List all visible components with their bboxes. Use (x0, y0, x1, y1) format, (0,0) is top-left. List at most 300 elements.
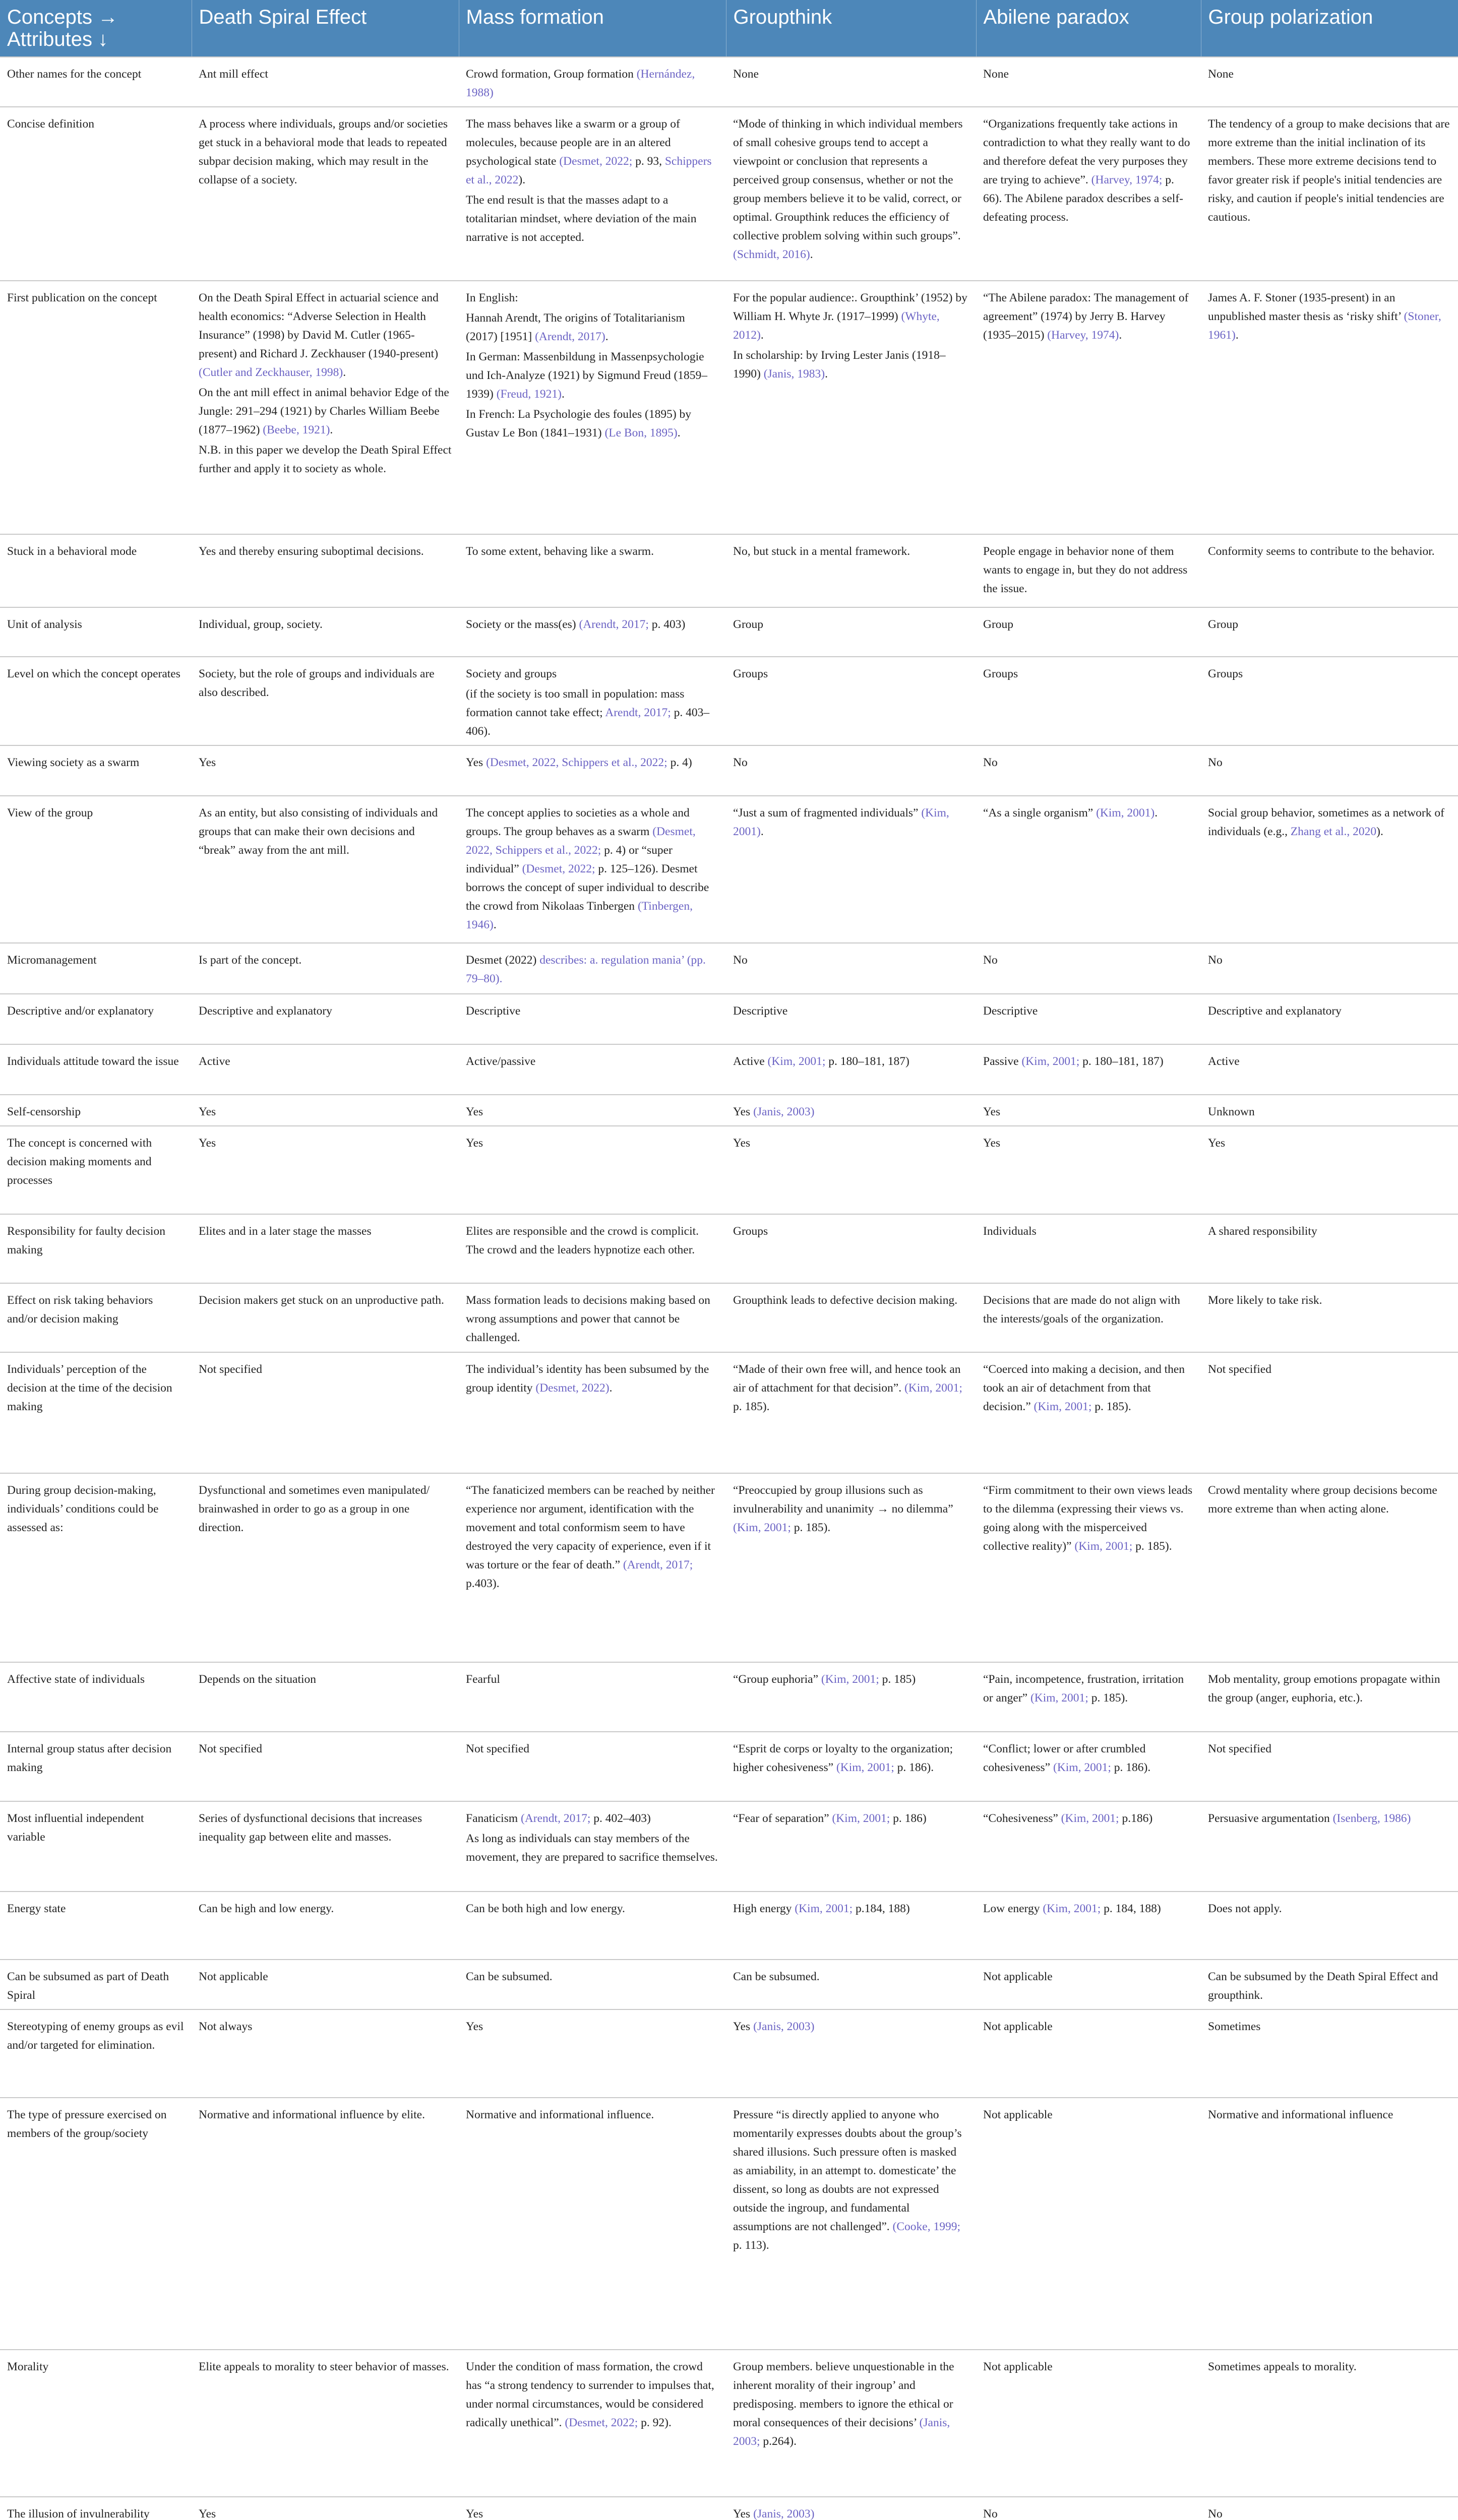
cell-text: p. 403) (648, 618, 686, 631)
cell-groupthink (726, 1283, 976, 1352)
table-row (0, 281, 1458, 534)
cell-attribute (0, 1352, 192, 1473)
table-row (0, 2009, 1458, 2098)
cell-text: None (983, 68, 1009, 81)
cell-text: Persuasive argumentation (1208, 1812, 1333, 1825)
cell-text: Active (1208, 1055, 1240, 1068)
cell-text: No (983, 2507, 998, 2520)
cell-death-spiral (192, 1892, 459, 1960)
cell-text: Level on which the concept operates (7, 667, 180, 680)
cell-death-spiral (192, 57, 459, 107)
header-death-spiral: Death Spiral Effect (192, 0, 459, 57)
cell-text: Stuck in a behavioral mode (7, 545, 137, 558)
cell-text: Series of dysfunctional decisions that increases inequality gap between elite and masses. (199, 1812, 422, 1844)
cell-mass-formation (459, 943, 726, 994)
cell-death-spiral (192, 2497, 459, 2520)
table-row (0, 57, 1458, 107)
cell-death-spiral (192, 607, 459, 657)
table-row (0, 1214, 1458, 1283)
cell-text: p. 185). (1091, 1400, 1131, 1413)
table-row (0, 1960, 1458, 2009)
cell-text: p. 186). (894, 1761, 934, 1774)
cell-text: p. 185). (733, 1400, 770, 1413)
cell-death-spiral (192, 534, 459, 607)
cell-text: Descriptive and explanatory (1208, 1004, 1342, 1018)
cell-group-polarization (1201, 534, 1458, 607)
cell-abilene-paradox (976, 943, 1201, 994)
cell-groupthink (726, 1473, 976, 1662)
cell-text: . (330, 423, 333, 436)
cell-abilene-paradox (976, 2009, 1201, 2098)
reference-link[interactable]: (Harvey, 1974; (1091, 173, 1163, 186)
cell-text: Group (733, 618, 764, 631)
reference-link[interactable]: (Desmet, 2022) (535, 1381, 610, 1395)
cell-text: (if the society is too small in population: mass formation cannot take effect; (466, 687, 685, 719)
cell-text: A process where individuals, groups and/or societies get stuck in a behavioral mode that leads to repeated subpar decision making, which may result in the collapse of a society. (199, 117, 448, 186)
cell-text: Under the condition of mass formation, the crowd has “a strong tendency to surrender to impulses that, under normal circumstances, would be considered radically unethical”. (466, 2360, 714, 2429)
reference-link[interactable]: Arendt, 2017; (605, 706, 671, 719)
cell-text: High energy (733, 1902, 795, 1915)
cell-abilene-paradox (976, 796, 1201, 943)
cell-group-polarization (1201, 1801, 1458, 1892)
cell-attribute (0, 1801, 192, 1892)
cell-abilene-paradox (976, 1044, 1201, 1095)
reference-link[interactable]: (Kim, 2001) (733, 806, 949, 838)
cell-text: Individuals’ perception of the decision at the time of the decision making (7, 1363, 172, 1413)
cell-attribute (0, 2350, 192, 2497)
reference-link[interactable]: (Janis, 2003) (753, 2020, 815, 2033)
cell-text: “Cohesiveness” (983, 1812, 1061, 1825)
cell-death-spiral (192, 1214, 459, 1283)
cell-text: Yes (733, 1137, 751, 1150)
cell-abilene-paradox (976, 745, 1201, 796)
reference-link[interactable]: (Arendt, 2017; (521, 1812, 591, 1825)
cell-text: In English: (466, 291, 518, 304)
cell-groupthink (726, 943, 976, 994)
cell-groupthink (726, 1095, 976, 1126)
cell-text: Elite appeals to morality to steer behavior of masses. (199, 2360, 449, 2373)
reference-link[interactable]: (Kim, 2001; (733, 1521, 791, 1534)
cell-death-spiral (192, 657, 459, 745)
cell-abilene-paradox (976, 1662, 1201, 1732)
cell-text: ). (1376, 825, 1383, 838)
table-row (0, 1892, 1458, 1960)
cell-groupthink (726, 107, 976, 281)
reference-link[interactable]: (Isenberg, 1986) (1332, 1812, 1411, 1825)
cell-mass-formation (459, 281, 726, 534)
cell-text: Yes (466, 1105, 483, 1118)
table-row (0, 1732, 1458, 1801)
cell-text: Society and groups (466, 667, 557, 680)
cell-text: Yes (199, 2507, 216, 2520)
table-body (0, 57, 1458, 2520)
cell-mass-formation (459, 1892, 726, 1960)
cell-attribute (0, 1126, 192, 1214)
cell-text: Social group behavior, sometimes as a network of individuals (e.g., (1208, 806, 1444, 838)
cell-groupthink (726, 2009, 976, 2098)
cell-attribute (0, 796, 192, 943)
cell-death-spiral (192, 2009, 459, 2098)
reference-link[interactable]: (Desmet, 2022; (565, 2416, 638, 2429)
cell-text: Mass formation leads to decisions making based on wrong assumptions and power that cannot be challenged. (466, 1294, 710, 1344)
reference-link[interactable]: (Kim, 2001; (821, 1673, 879, 1686)
cell-text: p. 93, (632, 155, 665, 168)
cell-text: p. 66). The Abilene paradox describes a self-defeating process. (983, 173, 1183, 224)
cell-groupthink (726, 1352, 976, 1473)
cell-text: “Made of their own free will, and hence took an air of attachment for that decision”. (733, 1363, 961, 1395)
reference-link[interactable]: (Kim, 2001; (1061, 1812, 1119, 1825)
cell-mass-formation (459, 1732, 726, 1801)
cell-text: Yes and thereby ensuring suboptimal decisions. (199, 545, 424, 558)
cell-text: “Coerced into making a decision, and then took an air of detachment from that decision.” (983, 1363, 1185, 1413)
header-groupthink: Groupthink (726, 0, 976, 57)
cell-text: Yes (983, 1137, 1001, 1150)
cell-attribute (0, 1732, 192, 1801)
cell-text: p. 4) or “super individual” (466, 844, 673, 875)
reference-link[interactable]: (Kim, 2001; (832, 1812, 890, 1825)
reference-link[interactable]: (Desmet, 2022; (522, 862, 595, 875)
cell-mass-formation (459, 2098, 726, 2350)
cell-text: p.264). (760, 2435, 797, 2448)
cell-abilene-paradox (976, 2350, 1201, 2497)
cell-text: “Conflict; lower or after crumbled cohesiveness” (983, 1742, 1146, 1774)
reference-link[interactable]: (Kim, 2001; (1021, 1055, 1080, 1068)
cell-text: Sometimes appeals to morality. (1208, 2360, 1357, 2373)
reference-link[interactable]: (Harvey, 1974) (1047, 329, 1119, 342)
header-group-polarization: Group polarization (1201, 0, 1458, 57)
table-row (0, 1473, 1458, 1662)
cell-text: Descriptive (983, 1004, 1038, 1018)
cell-group-polarization (1201, 943, 1458, 994)
cell-text: p. 185). (791, 1521, 831, 1534)
cell-death-spiral (192, 1801, 459, 1892)
cell-abilene-paradox (976, 1960, 1201, 2009)
cell-text: Descriptive (466, 1004, 521, 1018)
cell-text: Yes (466, 1137, 483, 1150)
cell-text: The tendency of a group to make decisions that are more extreme than the initial inclination of its members. These more extreme decisions tend to favor greater risk if people's initial tendencies are risky, and caution if people's initial tendencies are cautious. (1208, 117, 1450, 224)
cell-text: The illusion of invulnerability (7, 2507, 150, 2520)
reference-link[interactable]: (Beebe, 1921) (263, 423, 330, 436)
reference-link[interactable]: (Kim, 2001; (836, 1761, 894, 1774)
cell-text: Viewing society as a swarm (7, 756, 140, 769)
reference-link[interactable]: Schippers et al., 2022 (466, 155, 712, 186)
cell-text: No, but stuck in a mental framework. (733, 545, 910, 558)
cell-text: . (343, 366, 346, 379)
reference-link[interactable]: (Desmet, 2022, Schippers et al., 2022; (466, 825, 696, 857)
cell-text: Descriptive (733, 1004, 788, 1018)
cell-text: “Mode of thinking in which individual members of small cohesive groups tend to accept a viewpoint or conclusion that represents a perceived group consensus, whether or not the group members believe it to be valid, correct, or optimal. Groupthink reduces the efficiency of collective problem solving within such groups”. (733, 117, 963, 242)
cell-death-spiral (192, 1352, 459, 1473)
cell-group-polarization (1201, 1960, 1458, 2009)
reference-link[interactable]: (Kim, 2001; (767, 1055, 826, 1068)
cell-abilene-paradox (976, 57, 1201, 107)
cell-text: Other names for the concept (7, 68, 142, 81)
cell-text: “Fear of separation” (733, 1812, 832, 1825)
cell-mass-formation (459, 1283, 726, 1352)
reference-link[interactable]: (Kim, 2001; (1074, 1540, 1133, 1553)
cell-text: No (983, 954, 998, 967)
cell-group-polarization (1201, 796, 1458, 943)
cell-abilene-paradox (976, 1214, 1201, 1283)
reference-link[interactable]: (Desmet, 2022, Schippers et al., 2022; (486, 756, 667, 769)
cell-text: Not specified (199, 1742, 262, 1755)
table-row (0, 2098, 1458, 2350)
cell-text: Fearful (466, 1673, 500, 1686)
cell-group-polarization (1201, 281, 1458, 534)
reference-link[interactable]: (Arendt, 2017; (623, 1558, 693, 1571)
reference-link[interactable]: (Kim, 2001; (1034, 1400, 1092, 1413)
cell-text: Yes (1208, 1137, 1226, 1150)
cell-text: No (1208, 756, 1223, 769)
reference-link[interactable]: (Arendt, 2017; (579, 618, 649, 631)
cell-text: p. 186). (1111, 1761, 1151, 1774)
cell-text: Not specified (1208, 1363, 1271, 1376)
cell-text: Unknown (1208, 1105, 1255, 1118)
cell-text: In French: La Psychologie des foules (1895) by Gustav Le Bon (1841–1931) (466, 408, 692, 439)
reference-link[interactable]: (Janis, 1983) (763, 367, 825, 381)
cell-attribute (0, 1095, 192, 1126)
cell-text: Morality (7, 2360, 49, 2373)
cell-text: p. 4) (667, 756, 692, 769)
cell-text: Decision makers get stuck on an unproductive path. (199, 1294, 444, 1307)
cell-text: No (733, 954, 748, 967)
header-mass-formation: Mass formation (459, 0, 726, 57)
cell-text: Elites and in a later stage the masses (199, 1225, 372, 1238)
reference-link[interactable]: (Stoner, 1961) (1208, 310, 1441, 342)
cell-text: Affective state of individuals (7, 1673, 145, 1686)
cell-text: Yes (199, 1105, 216, 1118)
reference-link[interactable]: (Kim, 2001; (1030, 1691, 1088, 1705)
cell-text: . (760, 825, 764, 838)
cell-text: Can be subsumed by the Death Spiral Effect and groupthink. (1208, 1970, 1438, 2002)
cell-group-polarization (1201, 1214, 1458, 1283)
cell-text: Not specified (466, 1742, 529, 1755)
cell-text: The end result is that the masses adapt to a totalitarian mindset, where deviation of the main narrative is not accepted. (466, 194, 697, 244)
cell-text: . (1119, 329, 1122, 342)
cell-death-spiral (192, 796, 459, 943)
cell-text: Yes (733, 2020, 754, 2033)
cell-mass-formation (459, 994, 726, 1044)
cell-groupthink (726, 994, 976, 1044)
cell-text: Individuals (983, 1225, 1037, 1238)
reference-link[interactable]: (Le Bon, 1895) (604, 426, 678, 439)
cell-text: Crowd formation, Group formation (466, 68, 637, 81)
reference-link[interactable]: (Kim, 2001; (795, 1902, 853, 1915)
cell-text: . (493, 918, 497, 931)
reference-link[interactable]: (Kim, 2001) (1096, 806, 1155, 820)
cell-groupthink (726, 1044, 976, 1095)
cell-group-polarization (1201, 2098, 1458, 2350)
cell-abilene-paradox (976, 1473, 1201, 1662)
cell-abilene-paradox (976, 1352, 1201, 1473)
cell-group-polarization (1201, 1473, 1458, 1662)
cell-groupthink (726, 796, 976, 943)
table-row (0, 1662, 1458, 1732)
reference-link[interactable]: (Desmet, 2022; (559, 155, 633, 168)
cell-text: Can be subsumed. (466, 1970, 553, 1983)
cell-mass-formation (459, 657, 726, 745)
cell-text: No (1208, 954, 1223, 967)
cell-abilene-paradox (976, 1732, 1201, 1801)
cell-text: “As a single organism” (983, 806, 1097, 820)
cell-text: Passive (983, 1055, 1022, 1068)
cell-attribute (0, 57, 192, 107)
cell-mass-formation (459, 1960, 726, 2009)
cell-text: Group (983, 618, 1014, 631)
cell-attribute (0, 657, 192, 745)
reference-link[interactable]: Zhang et al., 2020 (1290, 825, 1377, 838)
cell-mass-formation (459, 1126, 726, 1214)
cell-text: Elites are responsible and the crowd is complicit. The crowd and the leaders hypnotize each other. (466, 1225, 699, 1256)
cell-abilene-paradox (976, 607, 1201, 657)
reference-link[interactable]: (Janis, 2003) (753, 2507, 815, 2520)
cell-mass-formation (459, 2497, 726, 2520)
cell-text: Yes (199, 1137, 216, 1150)
cell-mass-formation (459, 607, 726, 657)
cell-groupthink (726, 1801, 976, 1892)
cell-text: N.B. in this paper we develop the Death Spiral Effect further and apply it to society as whole. (199, 444, 452, 475)
cell-text: Yes (733, 1105, 754, 1118)
cell-groupthink (726, 281, 976, 534)
cell-text: As an entity, but also consisting of individuals and groups that can make their own decisions and “break” away from the ant mill. (199, 806, 438, 857)
cell-text: Hannah Arendt, The origins of Totalitarianism (2017) [1951] (466, 311, 685, 343)
reference-link[interactable]: (Tinbergen, 1946) (466, 900, 693, 931)
reference-link[interactable]: (Kim, 2001; (904, 1381, 962, 1395)
cell-text: p.184, 188) (853, 1902, 910, 1915)
reference-link[interactable]: (Cooke, 1999; (892, 2220, 960, 2233)
cell-text: Effect on risk taking behaviors and/or decision making (7, 1294, 153, 1326)
cell-abilene-paradox (976, 1126, 1201, 1214)
table-row (0, 1801, 1458, 1892)
cell-text: p. 92). (638, 2416, 672, 2429)
cell-text: . (825, 367, 828, 381)
cell-text: Individual, group, society. (199, 618, 323, 631)
cell-text: Groups (733, 1225, 768, 1238)
cell-mass-formation (459, 1044, 726, 1095)
reference-link[interactable]: (Schmidt, 2016) (733, 248, 810, 261)
cell-text: Can be both high and low energy. (466, 1902, 625, 1915)
cell-text: “The fanaticized members can be reached by neither experience nor argument, identification with the movement and total conformism seem to have destroyed the very capacity of experience, even if it was torture or the fear of death.” (466, 1484, 715, 1571)
reference-link[interactable]: (Arendt, 2017) (535, 330, 605, 343)
cell-mass-formation (459, 1214, 726, 1283)
cell-text: People engage in behavior none of them wants to engage in, but they do not address the issue. (983, 545, 1188, 595)
cell-text: “Organizations frequently take actions in contradiction to what they really want to do and therefore defeat the very purposes they are trying to achieve”. (983, 117, 1190, 186)
cell-group-polarization (1201, 1126, 1458, 1214)
cell-text: On the ant mill effect in animal behavior Edge of the Jungle: 291–294 (1921) by Charles William Beebe (1877–1962) (199, 386, 449, 436)
cell-attribute (0, 2009, 192, 2098)
cell-text: First publication on the concept (7, 291, 157, 304)
cell-text: Not applicable (983, 2360, 1053, 2373)
cell-text: Can be subsumed. (733, 1970, 820, 1983)
cell-text: Ant mill effect (199, 68, 268, 81)
cell-text: Groups (983, 667, 1018, 680)
cell-abilene-paradox (976, 2497, 1201, 2520)
reference-link[interactable]: (Janis, 2003; (733, 2416, 950, 2448)
cell-text: “Group euphoria” (733, 1673, 821, 1686)
cell-groupthink (726, 1214, 976, 1283)
reference-link[interactable]: (Janis, 2003) (753, 1105, 815, 1118)
cell-groupthink (726, 534, 976, 607)
cell-attribute (0, 745, 192, 796)
reference-link[interactable]: (Cutler and Zeckhauser, 1998) (199, 366, 343, 379)
cell-group-polarization (1201, 57, 1458, 107)
cell-attribute (0, 1473, 192, 1662)
header-abilene-paradox: Abilene paradox (976, 0, 1201, 57)
cell-text: p. 180–181, 187) (1079, 1055, 1164, 1068)
cell-groupthink (726, 1732, 976, 1801)
cell-mass-formation (459, 2350, 726, 2497)
cell-text: Descriptive and explanatory (199, 1004, 332, 1018)
cell-text: In scholarship: by Irving Lester Janis (1918–1990) (733, 349, 946, 381)
cell-text: The concept applies to societies as a whole and groups. The group behaves as a swarm (466, 806, 690, 838)
cell-text: p. 125–126). Desmet borrows the concept of super individual to describe the crowd from Nikolaas Tinbergen (466, 862, 709, 913)
cell-text: Internal group status after decision making (7, 1742, 172, 1774)
cell-text: In German: Massenbildung in Massenpsychologie und Ich-Analyze (1921) by Sigmund Freud (1859–1939) (466, 350, 708, 401)
cell-death-spiral (192, 2098, 459, 2350)
cell-mass-formation (459, 57, 726, 107)
cell-abilene-paradox (976, 534, 1201, 607)
cell-attribute (0, 2497, 192, 2520)
cell-text: p.403). (466, 1577, 500, 1590)
cell-text: p. 180–181, 187) (825, 1055, 909, 1068)
cell-text: To some extent, behaving like a swarm. (466, 545, 654, 558)
table-row (0, 943, 1458, 994)
cell-text: No (733, 756, 748, 769)
cell-attribute (0, 994, 192, 1044)
reference-link[interactable]: (Kim, 2001; (1043, 1902, 1101, 1915)
cell-death-spiral (192, 2350, 459, 2497)
cell-attribute (0, 607, 192, 657)
table-row (0, 1126, 1458, 1214)
cell-attribute (0, 1044, 192, 1095)
cell-text: More likely to take risk. (1208, 1294, 1322, 1307)
cell-groupthink (726, 2098, 976, 2350)
cell-text: The concept is concerned with decision making moments and processes (7, 1137, 152, 1187)
cell-text: Decisions that are made do not align with the interests/goals of the organization. (983, 1294, 1180, 1326)
cell-text: ). (518, 173, 526, 186)
cell-text: p. 185). (1132, 1540, 1172, 1553)
header-attributes: Concepts → Attributes ↓ (0, 0, 192, 57)
cell-text: p. 185) (879, 1673, 916, 1686)
cell-text: Not applicable (983, 2108, 1053, 2121)
cell-group-polarization (1201, 1283, 1458, 1352)
cell-mass-formation (459, 1473, 726, 1662)
reference-link[interactable]: describes: a. regulation mania’ (pp. 79–80). (466, 954, 706, 985)
cell-abilene-paradox (976, 107, 1201, 281)
cell-text: Groupthink leads to defective decision making. (733, 1294, 958, 1307)
reference-link[interactable]: (Kim, 2001; (1053, 1761, 1111, 1774)
cell-mass-formation (459, 107, 726, 281)
reference-link[interactable]: (Whyte, 2012) (733, 310, 940, 342)
cell-text: . (1155, 806, 1158, 820)
cell-text: . (760, 329, 764, 342)
reference-link[interactable]: (Hernández, 1988) (466, 68, 695, 99)
cell-text: Active (199, 1055, 230, 1068)
cell-mass-formation (459, 1662, 726, 1732)
cell-text: Active (733, 1055, 768, 1068)
cell-attribute (0, 1283, 192, 1352)
cell-text: . (561, 388, 565, 401)
reference-link[interactable]: (Freud, 1921) (496, 388, 562, 401)
cell-text: None (733, 68, 759, 81)
table-row (0, 1352, 1458, 1473)
cell-text: p. 113). (733, 2239, 769, 2252)
cell-abilene-paradox (976, 281, 1201, 534)
cell-text: Most influential independent variable (7, 1812, 144, 1844)
cell-text: Yes (466, 2020, 483, 2033)
cell-death-spiral (192, 1095, 459, 1126)
cell-text: Stereotyping of enemy groups as evil and/or targeted for elimination. (7, 2020, 184, 2052)
